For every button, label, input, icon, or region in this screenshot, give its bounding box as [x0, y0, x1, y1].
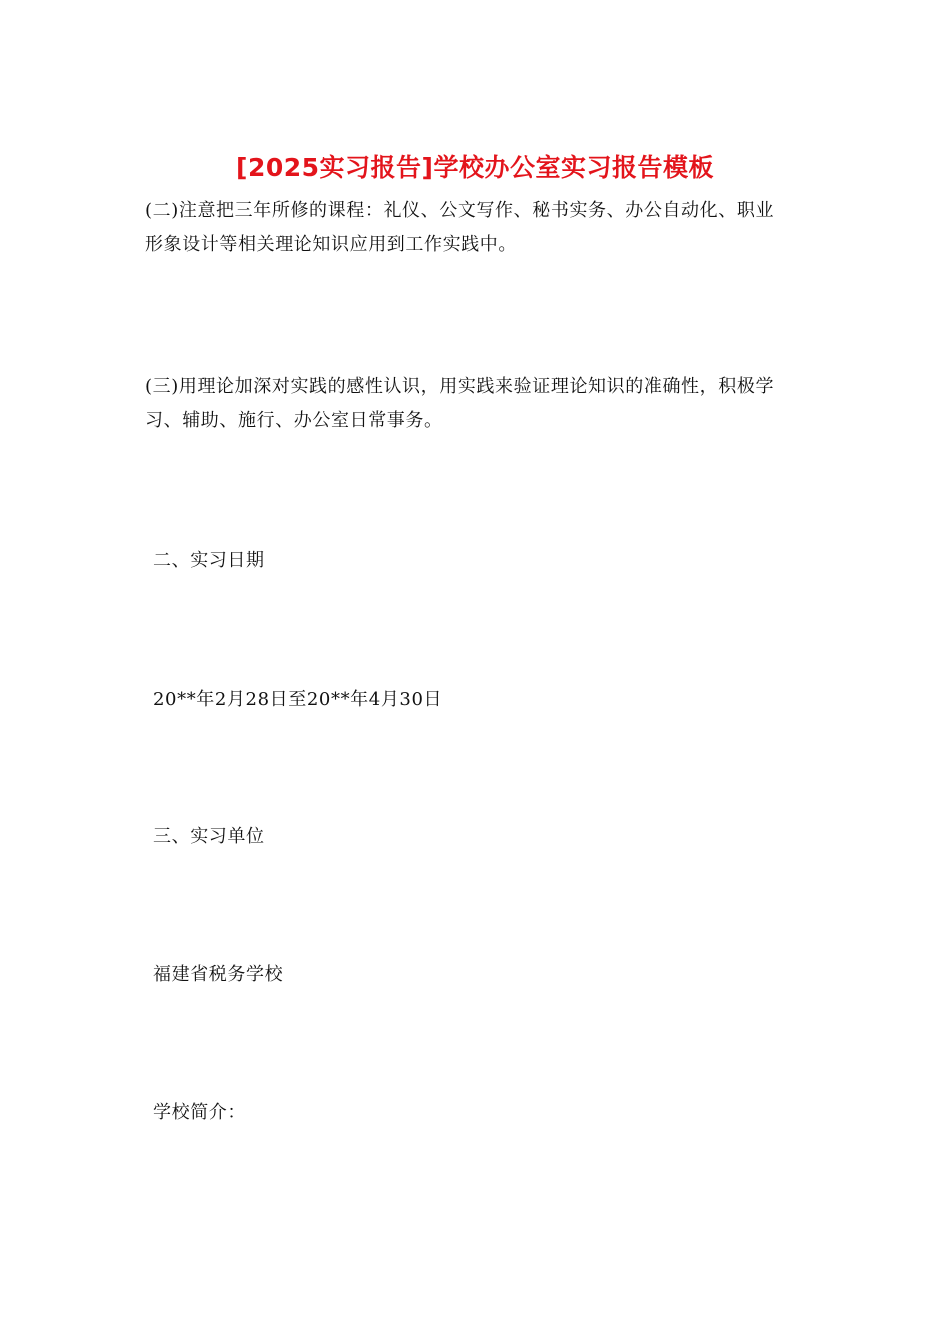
internship-date-range	[153, 683, 442, 717]
label-text: 学校简介：	[153, 1102, 246, 1123]
paragraph-line: 习、辅助、施行、办公室日常事务。	[145, 410, 443, 431]
school-introduction-label	[153, 1096, 246, 1130]
paragraph-line: (二)注意把三年所修的课程：礼仪、公文写作、秘书实务、办公自动化、职业	[145, 200, 775, 221]
date-text: 20**年2月28日至20**年4月30日	[153, 689, 443, 710]
heading-text: 二、实习日期	[153, 550, 265, 571]
section-heading-internship-date	[153, 544, 265, 578]
internship-unit-name	[153, 958, 283, 992]
paragraph-theory-practice	[145, 370, 774, 438]
unit-text: 福建省税务学校	[153, 964, 284, 985]
section-heading-internship-unit	[153, 820, 265, 854]
document-title: [2025实习报告]学校办公室实习报告模板	[236, 153, 714, 182]
heading-text: 三、实习单位	[153, 826, 265, 847]
paragraph-course-application	[145, 194, 774, 262]
paragraph-line: 形象设计等相关理论知识应用到工作实践中。	[145, 234, 517, 255]
paragraph-line: (三)用理论加深对实践的感性认识，用实践来验证理论知识的准确性，积极学	[145, 376, 775, 397]
